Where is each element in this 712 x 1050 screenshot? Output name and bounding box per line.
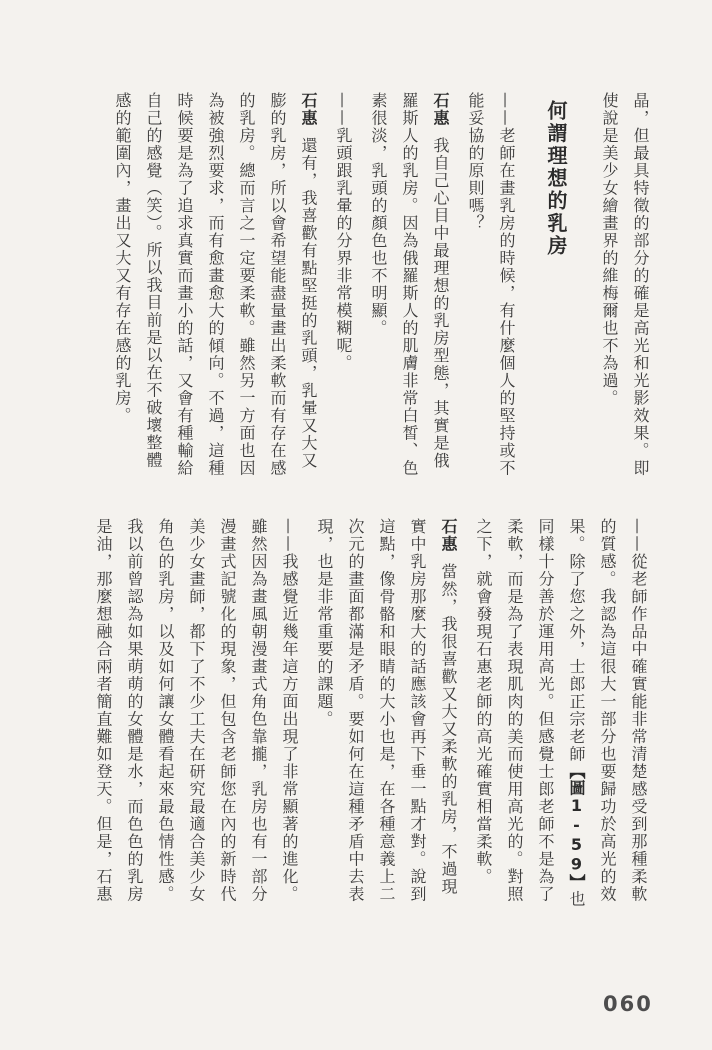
- continuation-paragraph: [594, 92, 656, 482]
- bottom-text-block: [84, 518, 654, 908]
- speaker-text: 我自己心目中最理想的乳房型態，其實是俄羅斯人的乳房。因為俄羅斯人的肌膚非常白皙、色素很淡，乳頭的顏色也不明顯。: [369, 92, 450, 477]
- interviewer-text: ——從老師作品中確實能非常清楚感受到那種柔軟的質感。我認為這很大一部分也要歸功於高光的效果。除了您之外，士郎正宗老師: [567, 518, 648, 903]
- interviewer-text: ——乳頭跟乳暈的分界非常模糊呢。: [334, 92, 353, 372]
- continuation-text: 晶，但最具特徵的部分的確是高光和光影效果。即使說是美少女繪畫界的維梅爾也不為過。: [600, 92, 650, 477]
- page-number: 060: [603, 992, 653, 1016]
- speaker-paragraph: [309, 518, 464, 908]
- top-text-block: [103, 92, 656, 482]
- interviewer-paragraph: [468, 518, 654, 908]
- speaker-paragraph: [363, 92, 456, 482]
- interviewer-paragraph: [460, 92, 522, 482]
- speaker-text: 還有，我喜歡有點堅挺的乳頭，乳暈又大又膨的乳房，所以會希望能盡量畫出柔軟而有存在感的乳房。總而言之一定要柔軟。雖然另一方面也因為被強烈要求，而有愈畫愈大的傾向。不過，這種時候要是為了追求真實而畫小的話，又會有種輸給自己的感覺（笑）。所以我目前是以在不破壞整體感的範圍內，畫出又大又有存在感的乳房。: [113, 92, 318, 477]
- figure-reference: 【圖1-59】: [567, 763, 586, 891]
- speaker-paragraph: [107, 92, 324, 482]
- interviewer-text: 也同樣十分善於運用高光。但感覺士郎老師不是為了柔軟，而是為了表現肌肉的美而使用高光的。對照之下，就會發現石惠老師的高光確實相當柔軟。: [474, 518, 586, 908]
- interviewer-paragraph: [328, 92, 359, 482]
- interviewer-paragraph: [88, 518, 305, 908]
- section-heading: 何謂理想的乳房: [544, 100, 568, 258]
- speaker-text: 當然，我很喜歡又大又柔軟的乳房，不過現實中乳房那麼大的話應該會再下垂一點才對。說到這點，像骨骼和眼睛的大小也是，在各種意義上二次元的畫面都滿是矛盾。要如何在這種矛盾中去表現，也是非常重要的課題。: [315, 518, 458, 903]
- interviewer-text: ——我感覺近幾年這方面出現了非常顯著的進化。雖然因為畫風朝漫畫式角色靠攏，乳房也有一部分漫畫式記號化的現象，但包含老師您在內的新時代美少女畫師，都下了不少工夫在研究最適合美少女角色的乳房，以及如何讓女體看起來最色情性感。我以前曾認為如果萌萌的女體是水，而色色的乳房是油，那麼想融合兩者簡直難如登天。但是，石惠: [94, 518, 299, 903]
- interviewer-text: ——老師在畫乳房的時候，有什麼個人的堅持或不能妥協的原則嗎？: [466, 92, 516, 477]
- speaker-name: 石惠: [431, 92, 450, 127]
- speaker-name: 石惠: [439, 518, 458, 553]
- speaker-name: 石惠: [299, 92, 318, 127]
